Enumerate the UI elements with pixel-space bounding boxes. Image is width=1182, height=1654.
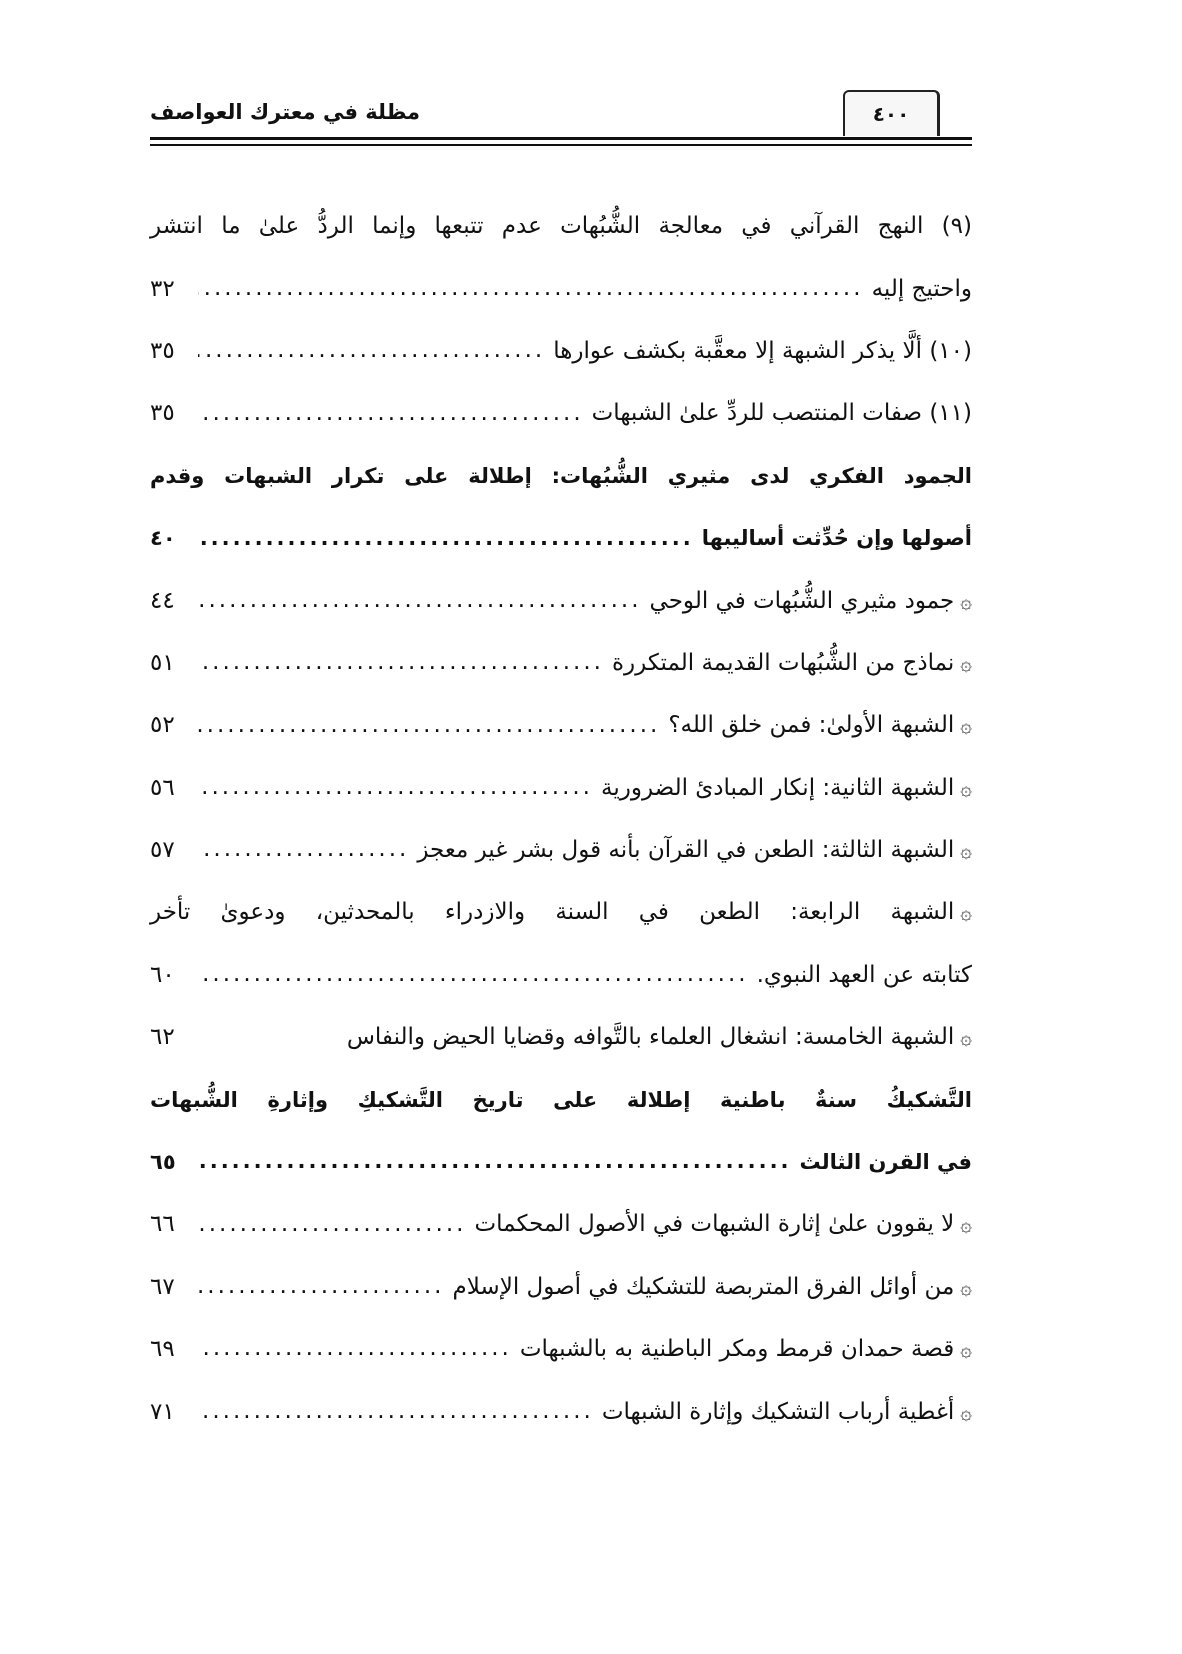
bullet-ornament-icon: ۞ [960,1337,972,1362]
toc-page-number: ٥٧ [150,837,175,864]
toc-entry-title: (٩) النهج القرآني في معالجة الشُّبُهات عدم تتبعها وإنما الردُّ علىٰ ما انتشر [150,213,972,240]
dot-leader [198,836,409,864]
bullet-ornament-icon: ۞ [960,775,972,800]
toc-page-number: ٤٤ [150,587,175,614]
bullet-ornament-icon: ۞ [960,1025,972,1050]
toc-entry-title: واحتيج إليه [871,275,972,302]
toc-page-number: ٦٥ [150,1150,176,1175]
toc-entry-title: التَّشكيكُ سنةٌ باطنية إطلالة على تاريخ التَّشكيكِ وإثارةِ الشُّبهات [150,1087,972,1112]
toc-page-number: ٦٧ [150,1273,175,1300]
dot-leader [198,961,749,989]
dot-leader [198,1335,512,1363]
toc-entry-title: نماذج من الشُّبُهات القديمة المتكررة [611,649,955,676]
toc-entry [150,632,972,694]
toc-entry [150,445,972,507]
toc-page-number: ٦٩ [150,1336,175,1363]
toc-entry [150,569,972,631]
toc-entry [150,257,972,319]
bullet-ornament-icon: ۞ [960,838,972,863]
toc-entry-title: (١٠) ألَّا يذكر الشبهة إلا معقَّبة بكشف عوارها [553,337,972,364]
table-of-contents [150,195,972,1443]
toc-entry [150,1006,972,1068]
header-rule [150,137,972,140]
toc-page-number: ٥٦ [150,774,175,801]
bullet-ornament-icon: ۞ [960,1212,972,1237]
toc-page-number: ٦٦ [150,1211,175,1238]
toc-entry [150,382,972,444]
toc-entry [150,195,972,257]
toc-entry-title: أغطية أرباب التشكيك وإثارة الشبهات [601,1398,955,1425]
toc-entry-title: الشبهة الأولىٰ: فمن خلق الله؟ [668,712,955,739]
bullet-ornament-icon: ۞ [960,1399,972,1424]
toc-page-number: ٤٠ [150,526,176,551]
toc-page-number: ٥١ [150,649,175,676]
toc-entry-title: في القرن الثالث [799,1150,972,1175]
dot-leader [198,1149,792,1174]
dot-leader [198,400,584,428]
toc-entry-title: الشبهة الثانية: إنكار المبادئ الضرورية [601,774,955,801]
toc-page-number: ٣٥ [150,337,175,364]
toc-entry-title: الجمود الفكري لدى مثيري الشُّبُهات: إطلالة على تكرار الشبهات وقدم [150,463,972,488]
toc-entry [150,1068,972,1130]
bullet-ornament-icon: ۞ [960,650,972,675]
toc-entry-title: الشبهة الرابعة: الطعن في السنة والازدراء بالمحدثين، ودعوىٰ تأخر [150,899,955,926]
toc-page-number: ٣٢ [150,275,175,302]
toc-entry [150,819,972,881]
toc-entry [150,694,972,756]
dot-leader [198,774,593,802]
dot-leader [198,526,694,551]
toc-entry-title: كتابته عن العهد النبوي. [756,961,972,988]
toc-entry [150,507,972,569]
dot-leader [198,275,864,303]
toc-entry [150,320,972,382]
dot-leader [198,1273,444,1301]
dot-leader [198,1398,594,1426]
toc-entry-title: جمود مثيري الشُّبُهات في الوحي [649,587,955,614]
bullet-ornament-icon: ۞ [960,900,972,925]
toc-page-number: ٥٢ [150,712,175,739]
toc-entry-title: من أوائل الفرق المتربصة للتشكيك في أصول الإسلام [452,1273,955,1300]
page-number: ٤٠٠ [843,90,940,136]
toc-page-number: ٧١ [150,1398,175,1425]
dot-leader [198,1211,466,1239]
toc-entry [150,1380,972,1442]
book-title: مظلة في معترك العواصف [150,100,421,124]
toc-entry [150,1131,972,1193]
dot-leader [198,712,660,740]
toc-entry-title: قصة حمدان قرمط ومكر الباطنية به بالشبهات [519,1336,955,1363]
toc-entry-title: الشبهة الخامسة: انشغال العلماء بالتَّوافه وقضايا الحيض والنفاس [346,1024,955,1051]
toc-entry [150,757,972,819]
header-rule [150,144,972,146]
toc-entry [150,1318,972,1380]
dot-leader [198,587,642,615]
toc-page-number: ٦٠ [150,961,175,988]
bullet-ornament-icon: ۞ [960,588,972,613]
bullet-ornament-icon: ۞ [960,713,972,738]
dot-leader [198,337,545,365]
toc-entry-title: أصولها وإن حُدِّثت أساليبها [701,526,972,551]
dot-leader [198,649,604,677]
toc-page-number: ٦٢ [150,1024,175,1051]
toc-entry-title: (١١) صفات المنتصب للردِّ علىٰ الشبهات [591,400,972,427]
toc-entry [150,944,972,1006]
running-header [150,90,972,150]
toc-entry [150,1193,972,1255]
toc-entry [150,881,972,943]
bullet-ornament-icon: ۞ [960,1274,972,1299]
toc-page-number: ٣٥ [150,400,175,427]
toc-entry [150,1256,972,1318]
toc-entry-title: الشبهة الثالثة: الطعن في القرآن بأنه قول بشر غير معجز [417,837,955,864]
toc-entry-title: لا يقوون علىٰ إثارة الشبهات في الأصول المحكمات [474,1211,955,1238]
